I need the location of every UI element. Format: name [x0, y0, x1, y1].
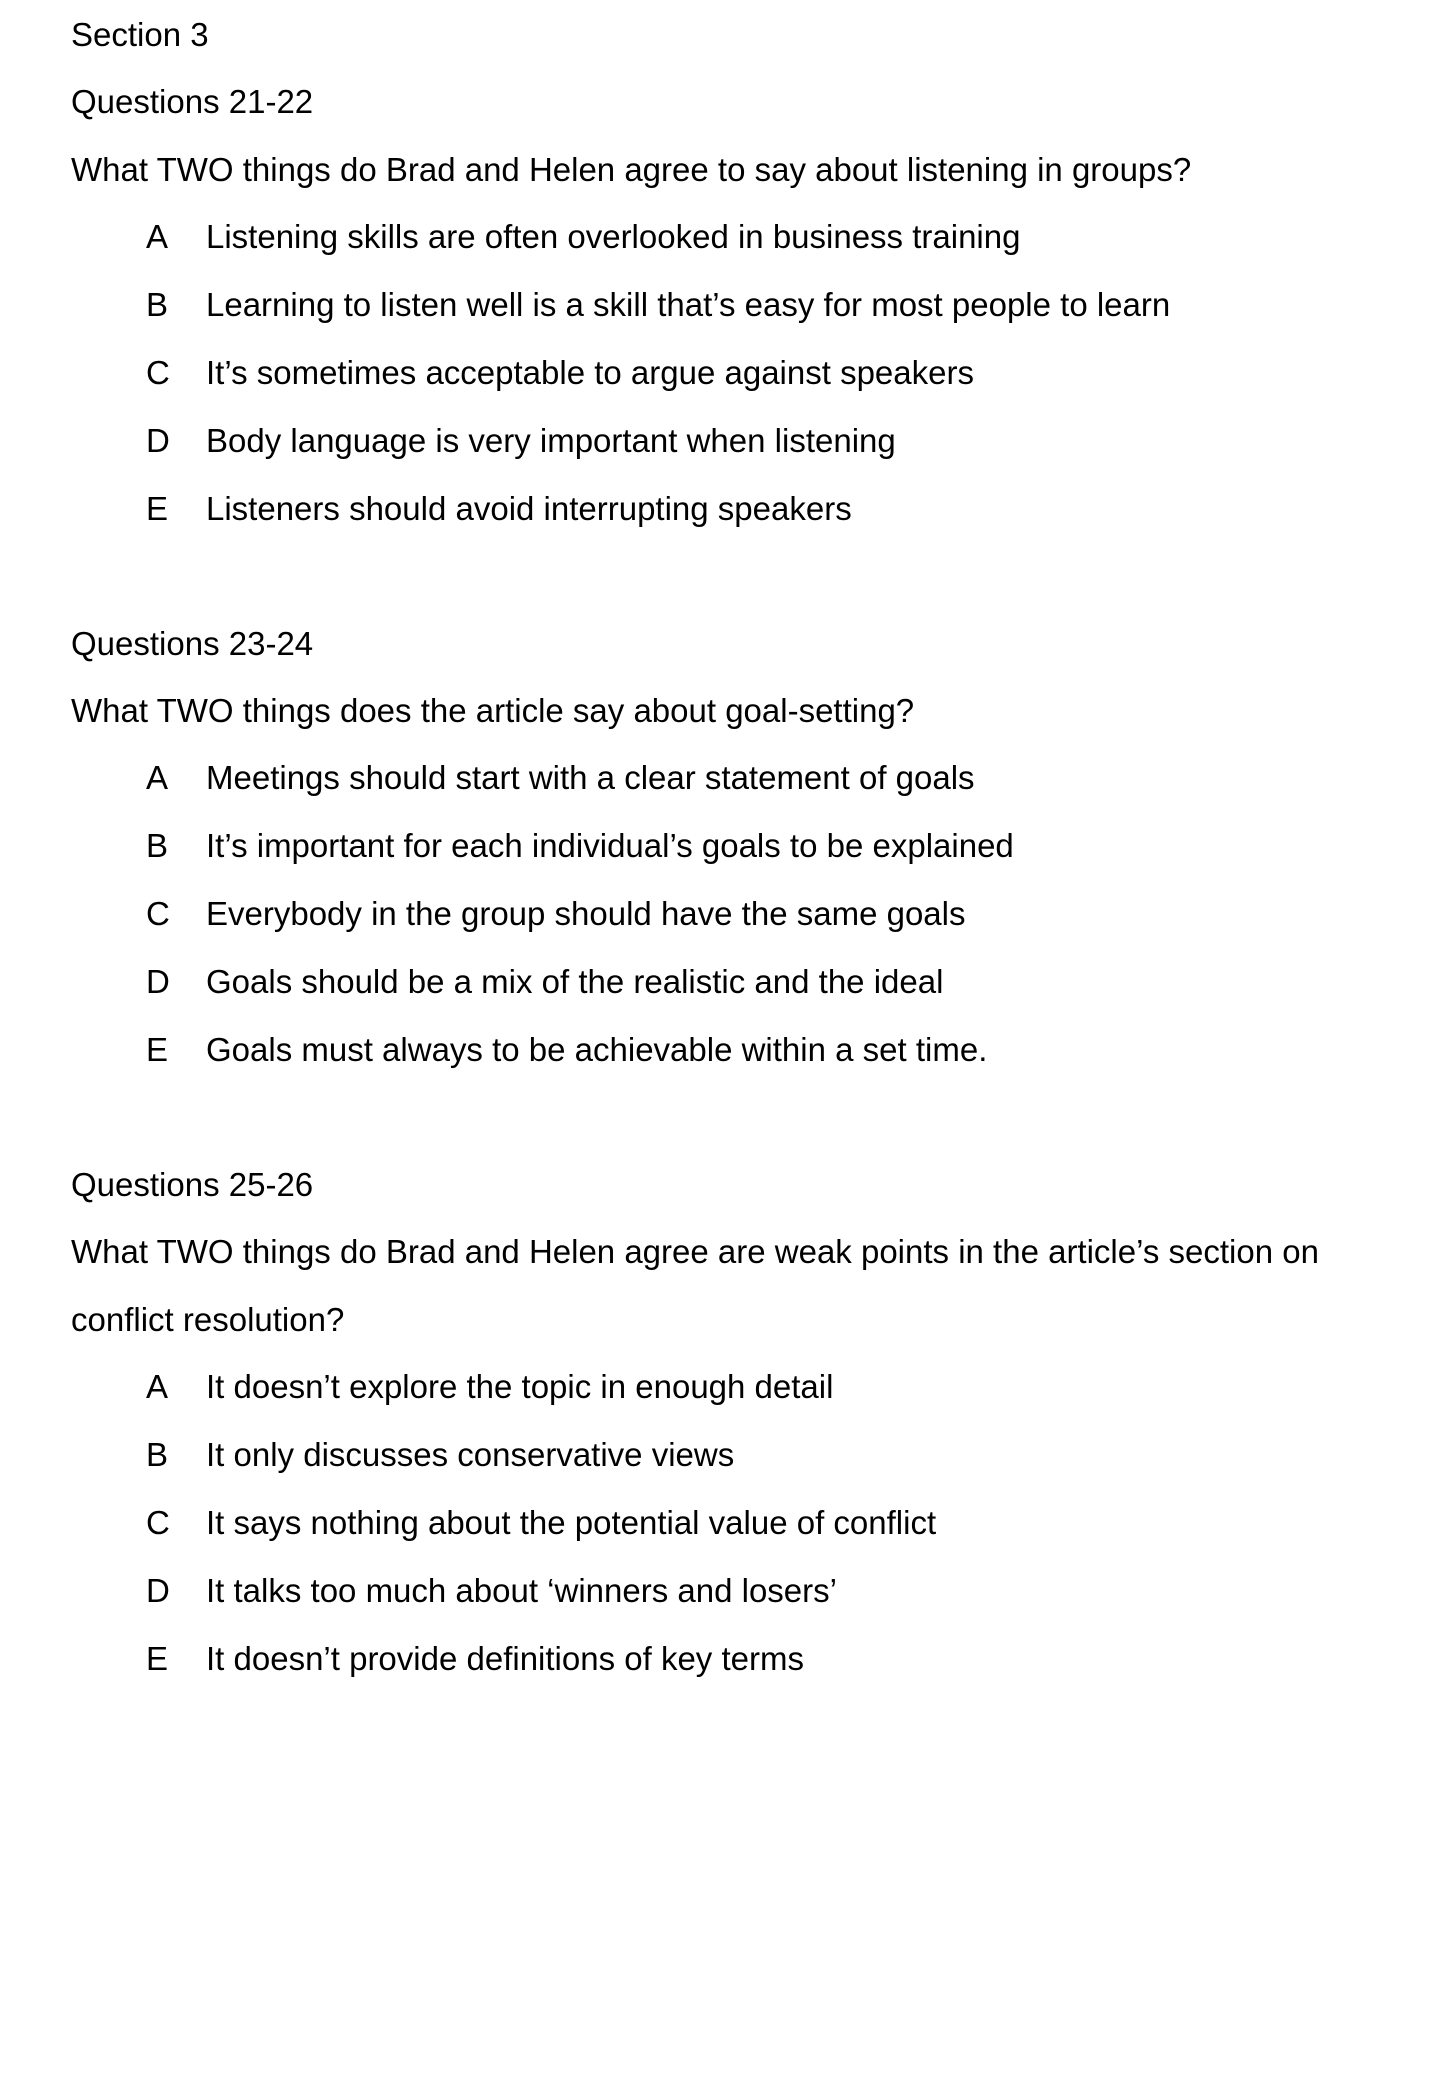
- option-text: It only discusses conservative views: [206, 1436, 735, 1473]
- option-letter: B: [146, 1436, 169, 1473]
- option-text: Goals should be a mix of the realistic and the ideal: [206, 963, 944, 1000]
- option-item: [146, 826, 1014, 866]
- option-letter: D: [146, 1572, 170, 1609]
- option-text: Goals must always to be achievable within a set time.: [206, 1031, 988, 1068]
- option-letter: A: [146, 1368, 169, 1405]
- option-item: [146, 1571, 837, 1611]
- option-letter: D: [146, 963, 170, 1000]
- option-item: [146, 285, 1170, 325]
- option-item: [146, 894, 965, 934]
- block-heading: Questions 21-22: [71, 83, 314, 120]
- option-item: [146, 353, 974, 393]
- option-text: It’s sometimes acceptable to argue against speakers: [206, 354, 974, 391]
- option-letter: E: [146, 1031, 169, 1068]
- option-letter: B: [146, 827, 169, 864]
- option-text: Listeners should avoid interrupting speakers: [206, 490, 852, 527]
- option-letter: D: [146, 422, 170, 459]
- option-item: [146, 1639, 804, 1679]
- option-item: [146, 489, 852, 529]
- question-text-line2: conflict resolution?: [71, 1301, 345, 1338]
- block-heading: Questions 25-26: [71, 1166, 314, 1203]
- section-title: Section 3: [71, 16, 209, 53]
- option-item: [146, 962, 943, 1002]
- option-letter: C: [146, 1504, 170, 1541]
- option-text: Body language is very important when listening: [206, 422, 896, 459]
- option-item: [146, 1030, 987, 1070]
- option-text: Meetings should start with a clear statement of goals: [206, 759, 975, 796]
- option-item: [146, 421, 896, 461]
- question-text-line1: What TWO things do Brad and Helen agree are weak points in the article’s section on: [71, 1233, 1319, 1270]
- option-letter: A: [146, 759, 169, 796]
- option-letter: C: [146, 895, 170, 932]
- option-text: Listening skills are often overlooked in business training: [206, 218, 1021, 255]
- question-text: What TWO things do Brad and Helen agree to say about listening in groups?: [71, 151, 1192, 188]
- option-letter: E: [146, 1640, 169, 1677]
- option-text: It talks too much about ‘winners and losers’: [206, 1572, 837, 1609]
- option-text: It’s important for each individual’s goals to be explained: [206, 827, 1014, 864]
- block-heading: Questions 23-24: [71, 625, 314, 662]
- option-item: [146, 217, 1020, 257]
- option-item: [146, 1435, 734, 1475]
- option-text: It doesn’t explore the topic in enough detail: [206, 1368, 834, 1405]
- option-letter: A: [146, 218, 169, 255]
- option-item: [146, 1503, 936, 1543]
- option-item: [146, 758, 975, 798]
- option-text: It doesn’t provide definitions of key terms: [206, 1640, 804, 1677]
- option-item: [146, 1367, 833, 1407]
- option-text: It says nothing about the potential value of conflict: [206, 1504, 937, 1541]
- question-text: What TWO things does the article say about goal-setting?: [71, 692, 915, 729]
- option-text: Everybody in the group should have the same goals: [206, 895, 966, 932]
- option-letter: B: [146, 286, 169, 323]
- option-letter: E: [146, 490, 169, 527]
- option-letter: C: [146, 354, 170, 391]
- option-text: Learning to listen well is a skill that’s easy for most people to learn: [206, 286, 1171, 323]
